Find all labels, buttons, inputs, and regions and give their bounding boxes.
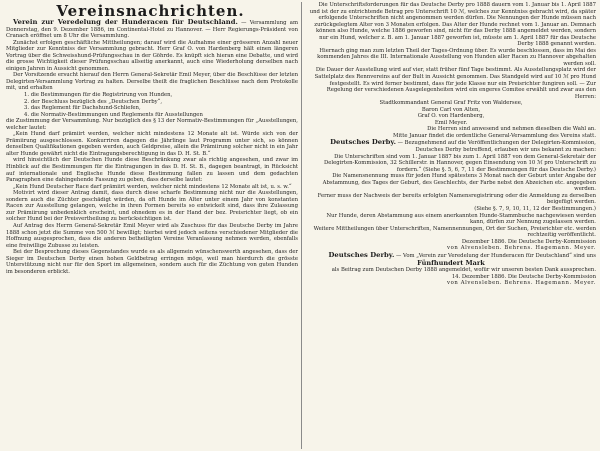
paragraph-text: Die Namensnennung muss für jeden Hund spätestens 3 Monat nach der Geburt unter Angabe der Abstammung, des Tages der Geburt, des Geschlechts, der Farbe nebst den Abzeichen etc. angegeben werden. [322, 173, 596, 193]
paragraph-text: Graf O. von Hardenberg, [417, 113, 485, 120]
paragraph-text: Die Unterschriftsforderungen für das Deutsche Derby pro 1888 dauern vom 1. Januar bis 1. April 1887 und ist der zu entrichtende Betrag pro Unterschrift 10 ℳ, welches zur Kenntniss gebracht wird, da später erfolgende Unterschriften nicht angenommen werden dürfen. Die Nennungen der Hunde müssen nach zurückgelegtem Alter von 3 Monaten erfolgen. Das Alter der Hunde rechnet vom 1. Januar an. Demnach können also Hunde, welche 1886 geworfen sind, nicht für das Derby 1888 angemeldet werden, sondern nur ein Hund, welcher z. B. am 1. Januar 1887 geworfen ist, müsste am 1. April 1887 für das Deutsche Derby 1888 genannt werden. [309, 2, 596, 48]
paragraph-text: als Beitrag zum Deutschen Derby 1888 angemeldet, wofür wir unseren besten Dank aussprechen. [331, 267, 596, 274]
paragraph-text: Weitere Mittheilungen über Unterschriften, Namennennungen, Ort der Suchen, Preisrichter etc. werden rechtzeitig veröffentlicht. [313, 225, 596, 239]
left-paragraph [6, 190, 298, 223]
paragraph-text: — Vom „Verein zur Veredelung der Hunderacen für Deutschland“ sind uns [394, 252, 596, 259]
paragraph-text: Der Vorsitzende ersucht hierauf den Herrn General-Sekretär Emil Meyer, über die Beschlüsse der letzten Delegirten-Versammlung Vortrag zu halten. Derselbe theilt die fraglichen Beschlüsse nach dem Protokolle mit, und erhalten [6, 72, 298, 92]
right-paragraph [306, 139, 596, 153]
paragraph-text: Zunächst erfolgen geschäftliche Mittheilungen; darauf wird die Aufnahme einer grösseren Anzahl neuer Mitglieder zur Kenntniss der Versammlung gebracht. Herr Graf O. von Hardenberg hält einen längeren Vortrag über die Schweisshund-Prüfungsschau in der Göhrde. Es knüpft sich hieran eine Debatte, und wird die grosse Wichtigkeit dieser Prüfungsschau allseitig anerkannt, auch eine Wiederholung derselben nach einigen Jahren in Aussicht genommen. [6, 39, 298, 72]
paragraph-text: von Alvensleben. Behrens. Hagemann. Meyer. [447, 280, 596, 287]
paragraph-text: „Kein Hund darf prämiirt werden, welcher nicht mindestens 12 Monate alt ist. Würde sich von der Prämiirung ausgeschlossen. Konkurriren dagegen die Jährlinge laut Programm unter sich, so können denselben Qualifikationen gegeben werden, auch Geldpreise, allein die Prämiirung solcher nicht in ein Jahr alter Hunde gewährt nicht die Eintragungsberechtigung in das D. H. St. B.“ [6, 131, 298, 157]
right-paragraph [306, 173, 596, 193]
paragraph-text: Dezember 1886. Die Deutsche Derby-Kommission [461, 238, 596, 245]
paragraph-text: 4. die Normativ-Bestimmungen und Reglements für Ausstellungen [24, 111, 203, 118]
right-paragraph [306, 2, 596, 48]
paragraph-text: 2. der Beschluss bezüglich des „Deutschen Derby“, [24, 98, 163, 105]
paragraph-text: von Alvensleben. Behrens. Hagemann. Meyer. [447, 245, 596, 252]
left-paragraph [6, 40, 298, 73]
paragraph-text: — Versammlung am Donnerstag, den 9. Dezember 1886, im Continental-Hotel zu Hannover. — Herr Regierungs-Präsident von Cranach eröffnet um 8 Uhr die Versammlung. [6, 20, 298, 40]
paragraph-text: Die Dauer der Ausstellung wird auf vier, statt früher fünf Tage bestimmt. Als Ausstellungsplatz wird der Sattelplatz des Rennvereins auf der Bult in Aussicht genommen. Das Standgeld wird auf 10 ℳ pro Hund festgestellt. Es wird ferner bestimmt, dass für jede Klasse nur ein Preisrichter fungiren soll. — Zur Regelung der verschiedenen Ausgelegenheiten wird ein engeres Comitee erwählt und zwar aus den Herren: [314, 67, 596, 100]
paragraph-text: Die Herren sind anwesend und nehmen dieselben die Wahl an. [427, 126, 596, 133]
column-divider [301, 2, 302, 449]
paragraph-text: Emil Meyer. [434, 119, 468, 126]
section-heading: Verein zur Veredelung der Hunderacen für Deutschland. [13, 19, 238, 26]
paragraph-text: 14. Dezember 1886. Die Deutsche Derby-Kommission [451, 273, 596, 280]
paragraph-text: wird hinsichtlich der Deutschen Hunde diese Beschränkung zwar als richtig angesehen, und zwar im Hinblick auf die Bestimmungen für die Eintragungen in das D. H. St. B., dagegen beantragt, in Rücksicht auf internationale und Englische Hunde diese Bestimmung fallen zu lassen und dem gedachten Paragraphen eine dahingehende Fassung zu geben, dass derselbe lautet: [6, 157, 298, 184]
paragraph-text: Bei der Besprechung dieses Gegenstandes wurde es als allgemein wünschenswerth angesehen, dass der Sieger im Deutschen Derby einen hohen Geldbetrag erringen möge, weil man hierdurch die grösste Unterstützung nicht nur für den Sport im allgemeinen, sondern auch für die Züchtung von guten Hunden im besonderen erblickt. [6, 249, 298, 275]
paragraph-text: Auf Antrag des Herrn General-Sekretär Emil Meyer wird als Zuschuss für das Deutsche Derby im Jahre 1888 schon jetzt die Summe von 500 ℳ bewilligt; hierbei wird jedoch seitens verschiedener Mitglieder die Hoffnung ausgesprochen, dass die anderen betheiligten Vereine Veranlassung nehmen werden, ebenfalls eine freiwillige Zubusse zu leisten. [6, 222, 298, 249]
right-paragraph [306, 280, 596, 287]
page-title: Vereinsnachrichten. [56, 2, 245, 20]
right-paragraph [306, 226, 596, 239]
paragraph-text: Fünfhundert Mark [417, 259, 485, 268]
left-paragraph [6, 249, 298, 275]
paragraph-text: Ferner muss der Nachweis der bereits erfolgten Namensregistrirung oder die Anmeldung zu derselben beigefügt werden. [317, 192, 596, 206]
paragraph-text: Hiernach ging man zum letzten Theil der Tages-Ordnung über. Es wurde beschlossen, dass im Mai des kommenden Jahres die III. Internationale Ausstellung von Hunden aller Racen zu Hannover abgehalten werden soll. [317, 47, 596, 67]
paragraph-text: Nur Hunde, deren Abstammung aus einem anerkannten Hunde-Stammbuche nachgewiesen werden kann, dürfen zur Nennung zugelassen werden. [326, 212, 596, 226]
right-paragraph [306, 213, 596, 226]
paragraph-text: Baron Carl von Alten, [421, 106, 481, 113]
right-paragraph [306, 154, 596, 174]
paragraph-text: die Zustimmung der Versammlung. Nur bezüglich des § 13 der Normativ-Bestimmungen für „Ausstellungen, welcher lautet: [6, 118, 298, 131]
paragraph-text: Motivirt wird dieser Antrag damit, dass durch diese scharfe Bestimmung nicht nur die Ausstellungen, sondern auch die Züchter geschädigt würden, da oft Hunde im Alter unter einem Jahr von konstanten Racen zur Ausstellung gelangen, welche in ihren Formen bereits so entwickelt sind, dass ihre Zulassung zur Prämiirung unbedenklich erscheint, und ohnedem es in der Hand der bez. Preisrichter liegt, ob ein solcher Hund bei der Preisvertheilung zu berücksichtigen ist. [6, 190, 298, 223]
paragraph-text: Mitte Januar findet die ordentliche General-Versammlung des Vereins statt. [393, 132, 596, 139]
left-paragraph [6, 223, 298, 249]
right-paragraph [306, 67, 596, 100]
paragraph-text: Stadtkommandant General Graf Fritz von Waldersee, [379, 100, 523, 107]
paragraph-text: 1. die Bestimmungen für die Registrirung von Hunden, [24, 92, 173, 99]
right-column [306, 2, 596, 449]
left-paragraph [6, 157, 298, 183]
section-heading: Deutsches Derby. [328, 250, 395, 259]
left-paragraph [6, 19, 298, 40]
left-paragraph [6, 118, 298, 131]
right-paragraph [306, 48, 596, 68]
paragraph-text: „Kein Hund Deutscher Race darf prämiirt werden, welcher nicht mindestens 12 Monate alt ist, u. s. w.“ [13, 183, 292, 190]
paragraph-text: 3. das Reglement für Dachshund-Schliefen, [24, 105, 141, 112]
section-heading: Deutsches Derby. [330, 138, 396, 147]
left-column [6, 19, 298, 449]
paragraph-text: — Bezugnehmend auf die Veröffentlichungen der Delegirten-Kommission, Deutsches Derby betreffend, erlauben wir uns bekannt zu machen: [395, 140, 596, 154]
right-paragraph [306, 252, 596, 260]
left-paragraph [6, 131, 298, 157]
right-paragraph [306, 193, 596, 206]
paragraph-text: Die Unterschriften sind vom 1. Januar 1887 bis zum 1. April 1887 von dem General-Sekretair der Delegirten-Kommission, 32 Schillerstr. in Hannover, gegen Einsendung von 10 ℳ pro Unterschrift zu fordern.“ (Siehe §. 5, 6, 7, 11 der Bestimmungen für das Deutsche Derby.) [324, 153, 596, 173]
right-paragraph [306, 259, 596, 267]
left-paragraph [6, 72, 298, 92]
paragraph-text: (Siehe §. 7, 9, 10, 11, 12 der Bestimmungen.) [474, 205, 596, 212]
